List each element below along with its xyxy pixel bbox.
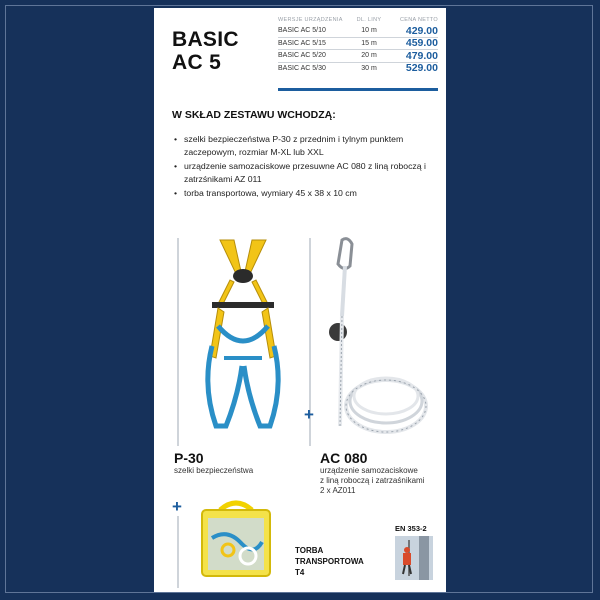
bag-label-line-1: TORBA	[295, 546, 324, 555]
bag-image	[198, 498, 274, 582]
list-item: • torba transportowa, wymiary 45 x 38 x 10 cm	[172, 187, 437, 200]
harness-desc: szelki bezpieczeństwa	[174, 466, 254, 475]
price-table	[278, 15, 438, 74]
table-row	[278, 25, 438, 38]
device-desc-line-1: urządzenie samozaciskowe	[320, 466, 418, 475]
row-version: BASIC AC 5/20	[278, 52, 326, 60]
device-code: AC 080	[320, 450, 368, 466]
bag-label	[295, 545, 370, 578]
bag-label-line-2: TRANSPORTOWA	[295, 557, 364, 566]
rope-device-image	[314, 236, 434, 446]
header-version: WERSJE URZĄDZENIA	[278, 17, 343, 23]
device-desc-line-2: z liną roboczą i zatrzaśnikami	[320, 476, 425, 485]
device-desc	[320, 466, 424, 496]
list-item: • szelki bezpieczeństwa P-30 z przednim i tylnym punktem zaczepowym, rozmiar M-XL lub XXL	[172, 133, 437, 159]
row-price: 479.00	[405, 49, 438, 62]
standard-pictogram	[395, 536, 433, 580]
table-row	[278, 63, 438, 75]
standard-label: EN 353-2	[395, 524, 427, 533]
kit-heading: W SKŁAD ZESTAWU WCHODZĄ:	[172, 109, 336, 121]
list-item: • urządzenie samozaciskowe przesuwne AC 080 z liną roboczą i zatrzśnikami AZ 011	[172, 160, 437, 186]
row-version: BASIC AC 5/30	[278, 64, 326, 72]
row-length: 20 m	[361, 52, 377, 60]
table-underline	[278, 88, 438, 91]
row-version: BASIC AC 5/10	[278, 27, 326, 35]
row-length: 15 m	[361, 39, 377, 47]
connector-line-bottom	[177, 516, 179, 588]
row-price: 529.00	[405, 62, 438, 75]
plus-icon: +	[172, 497, 182, 516]
title-line-2: AC 5	[172, 51, 222, 74]
price-table-header	[278, 15, 438, 25]
device-desc-line-3: 2 x AZ011	[320, 486, 356, 495]
bag-label-line-3: T4	[295, 568, 305, 577]
row-version: BASIC AC 5/15	[278, 39, 326, 47]
table-row	[278, 50, 438, 63]
row-length: 10 m	[361, 27, 377, 35]
row-length: 30 m	[361, 64, 377, 72]
title-line-1: BASIC	[172, 28, 239, 51]
connector-line-left	[177, 238, 179, 446]
plus-icon: +	[304, 405, 314, 424]
kit-list	[172, 133, 437, 201]
row-price: 429.00	[405, 24, 438, 37]
header-price: CENA NETTO	[399, 17, 438, 23]
table-row	[278, 38, 438, 51]
product-card	[154, 8, 446, 592]
header-length: DL. LINY	[356, 17, 382, 23]
harness-image	[198, 236, 288, 442]
product-title	[172, 28, 239, 74]
harness-code: P-30	[174, 450, 204, 466]
row-price: 459.00	[405, 37, 438, 50]
